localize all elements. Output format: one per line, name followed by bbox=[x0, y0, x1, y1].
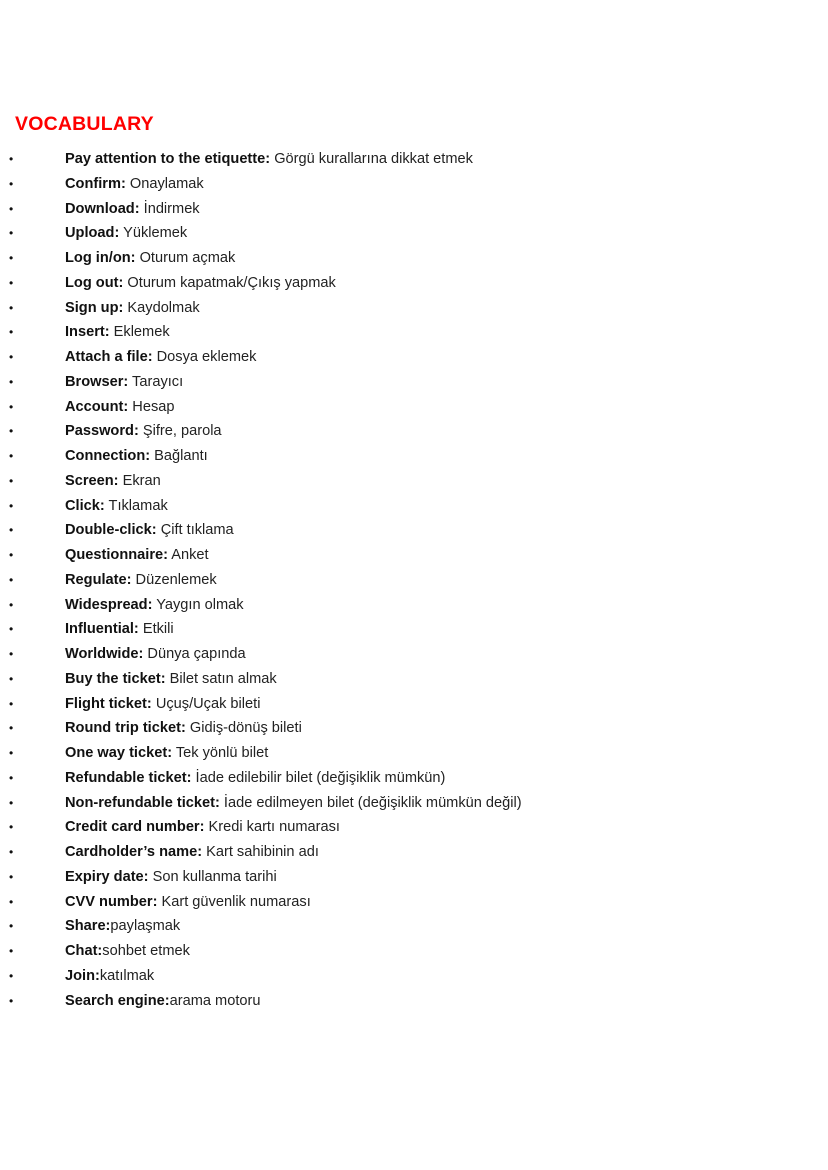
vocab-meaning: Eklemek bbox=[109, 324, 170, 341]
vocab-meaning: katılmak bbox=[99, 967, 155, 984]
vocab-entry bbox=[65, 469, 161, 494]
bullet-icon: • bbox=[9, 696, 14, 711]
vocab-meaning: Tarayıcı bbox=[128, 373, 184, 390]
bullet-icon: • bbox=[9, 993, 14, 1008]
vocab-meaning: Kredi kartı numarası bbox=[204, 819, 340, 836]
vocab-meaning: Çift tıklama bbox=[156, 522, 234, 539]
vocab-entry bbox=[65, 221, 187, 246]
bullet-icon: • bbox=[9, 919, 14, 934]
vocab-entry bbox=[65, 444, 208, 469]
bullet-icon: • bbox=[9, 449, 14, 463]
bullet-icon: • bbox=[9, 251, 14, 265]
vocab-term: One way ticket: bbox=[65, 745, 173, 761]
vocab-meaning: Düzenlemek bbox=[131, 571, 217, 588]
list-item bbox=[0, 419, 828, 444]
bullet-icon: • bbox=[9, 597, 14, 612]
vocab-term: Credit card number: bbox=[65, 819, 205, 836]
list-item bbox=[0, 667, 828, 692]
vocab-term: Log out: bbox=[65, 274, 124, 291]
bullet-icon: • bbox=[9, 721, 14, 736]
vocab-meaning: Dosya eklemek bbox=[152, 349, 257, 365]
vocab-entry bbox=[65, 271, 336, 296]
list-item bbox=[0, 791, 828, 816]
vocab-term: Confirm: bbox=[65, 175, 126, 192]
list-item bbox=[0, 320, 828, 345]
vocab-meaning: Bilet satın almak bbox=[165, 670, 277, 687]
bullet-icon: • bbox=[9, 226, 14, 241]
vocab-entry bbox=[65, 246, 235, 271]
vocab-entry bbox=[65, 815, 340, 840]
bullet-icon: • bbox=[9, 820, 14, 835]
list-item bbox=[0, 716, 828, 741]
vocab-term: Regulate: bbox=[65, 571, 132, 588]
vocab-meaning: arama motoru bbox=[169, 992, 261, 1009]
vocab-entry bbox=[65, 320, 170, 345]
bullet-icon: • bbox=[9, 201, 14, 216]
list-item bbox=[0, 221, 828, 246]
vocab-entry bbox=[65, 617, 174, 642]
list-item bbox=[0, 568, 828, 593]
vocab-term: Expiry date: bbox=[65, 868, 149, 885]
vocab-entry bbox=[65, 890, 311, 915]
vocab-entry bbox=[65, 593, 244, 618]
list-item bbox=[0, 642, 828, 667]
list-item bbox=[0, 469, 828, 494]
vocab-entry bbox=[65, 791, 522, 816]
vocab-entry bbox=[65, 766, 445, 791]
vocab-term: Insert: bbox=[65, 324, 110, 341]
vocab-term: Upload: bbox=[65, 225, 120, 242]
list-item bbox=[0, 543, 828, 568]
list-item bbox=[0, 197, 828, 222]
bullet-icon: • bbox=[9, 894, 14, 909]
vocab-meaning: Son kullanma tarihi bbox=[148, 868, 277, 885]
bullet-icon: • bbox=[9, 572, 14, 587]
bullet-icon: • bbox=[9, 845, 14, 859]
vocab-meaning: Etkili bbox=[138, 621, 174, 638]
vocab-term: Click: bbox=[65, 497, 105, 514]
vocab-term: Connection: bbox=[65, 448, 151, 464]
vocab-meaning: Oturum açmak bbox=[135, 250, 236, 266]
list-item bbox=[0, 370, 828, 395]
bullet-icon: • bbox=[9, 622, 14, 637]
vocab-entry bbox=[65, 741, 268, 766]
vocab-term: Search engine: bbox=[65, 992, 170, 1009]
vocab-meaning: Görgü kurallarına dikkat etmek bbox=[270, 151, 473, 167]
vocab-entry bbox=[65, 345, 256, 370]
bullet-icon: • bbox=[9, 523, 14, 538]
list-item bbox=[0, 890, 828, 915]
vocab-entry bbox=[65, 172, 204, 197]
vocab-meaning: Dünya çapında bbox=[143, 646, 246, 662]
bullet-icon: • bbox=[9, 424, 14, 439]
vocab-meaning: İade edilmeyen bilet (değişiklik mümkün değil) bbox=[219, 794, 522, 811]
vocab-meaning: Kaydolmak bbox=[123, 299, 200, 316]
vocab-term: Influential: bbox=[65, 621, 139, 638]
bullet-icon: • bbox=[9, 498, 14, 513]
list-item bbox=[0, 939, 828, 964]
vocab-entry bbox=[65, 370, 183, 395]
vocab-entry bbox=[65, 419, 222, 444]
list-item bbox=[0, 494, 828, 519]
vocab-meaning: Gidiş-dönüş bileti bbox=[185, 720, 302, 737]
vocab-term: Widespread: bbox=[65, 596, 153, 613]
vocab-entry bbox=[65, 692, 260, 717]
vocab-meaning: paylaşmak bbox=[110, 918, 181, 935]
list-item bbox=[0, 271, 828, 296]
list-item bbox=[0, 741, 828, 766]
vocab-term: Download: bbox=[65, 200, 140, 217]
vocab-term: Join: bbox=[65, 967, 100, 984]
bullet-icon: • bbox=[9, 647, 14, 661]
vocab-meaning: Şifre, parola bbox=[138, 423, 222, 440]
vocab-meaning: İndirmek bbox=[139, 200, 200, 217]
bullet-icon: • bbox=[9, 548, 14, 562]
vocab-meaning: Onaylamak bbox=[125, 175, 204, 192]
vocab-term: Screen: bbox=[65, 472, 119, 489]
list-item bbox=[0, 989, 828, 1014]
list-item bbox=[0, 444, 828, 469]
vocab-meaning: Yaygın olmak bbox=[152, 596, 244, 613]
vocab-entry bbox=[65, 395, 175, 420]
vocab-entry bbox=[65, 642, 246, 667]
vocab-meaning: İade edilebilir bilet (değişiklik mümkün) bbox=[191, 769, 446, 786]
list-item bbox=[0, 345, 828, 370]
vocab-meaning: Kart sahibinin adı bbox=[202, 844, 319, 860]
list-item bbox=[0, 692, 828, 717]
page-title: VOCABULARY bbox=[15, 113, 154, 135]
vocab-term: Cardholder’s name: bbox=[65, 844, 203, 860]
vocab-meaning: Oturum kapatmak/Çıkış yapmak bbox=[123, 274, 336, 291]
vocab-entry bbox=[65, 667, 277, 692]
vocab-term: Flight ticket: bbox=[65, 695, 152, 712]
bullet-icon: • bbox=[9, 473, 14, 488]
vocab-term: Questionnaire: bbox=[65, 547, 168, 563]
vocab-term: Sign up: bbox=[65, 299, 124, 316]
vocab-entry bbox=[65, 494, 168, 519]
vocab-entry bbox=[65, 939, 190, 964]
vocab-term: Worldwide: bbox=[65, 646, 144, 662]
bullet-icon: • bbox=[9, 671, 14, 686]
list-item bbox=[0, 172, 828, 197]
vocab-meaning: sohbet etmek bbox=[102, 943, 190, 959]
vocabulary-list bbox=[0, 147, 828, 1013]
bullet-icon: • bbox=[9, 374, 14, 389]
vocab-term: Non-refundable ticket: bbox=[65, 794, 220, 811]
bullet-icon: • bbox=[9, 275, 14, 290]
vocab-term: Account: bbox=[65, 398, 129, 415]
vocab-entry bbox=[65, 865, 277, 890]
bullet-icon: • bbox=[9, 746, 14, 760]
vocab-entry bbox=[65, 716, 302, 741]
vocab-term: Share: bbox=[65, 918, 111, 935]
vocab-entry bbox=[65, 840, 319, 865]
list-item bbox=[0, 964, 828, 989]
vocab-meaning: Anket bbox=[167, 547, 209, 563]
vocab-term: Refundable ticket: bbox=[65, 769, 192, 786]
list-item bbox=[0, 865, 828, 890]
vocab-term: Log in/on: bbox=[65, 250, 136, 266]
bullet-icon: • bbox=[9, 399, 14, 414]
vocab-term: Pay attention to the etiquette: bbox=[65, 151, 271, 167]
bullet-icon: • bbox=[9, 325, 14, 340]
vocab-entry bbox=[65, 197, 200, 222]
vocab-term: Chat: bbox=[65, 943, 103, 959]
bullet-icon: • bbox=[9, 869, 14, 884]
list-item bbox=[0, 840, 828, 865]
vocab-term: Round trip ticket: bbox=[65, 720, 186, 737]
vocab-entry bbox=[65, 518, 234, 543]
vocab-entry bbox=[65, 568, 217, 593]
bullet-icon: • bbox=[9, 944, 14, 958]
vocab-entry bbox=[65, 147, 473, 172]
list-item bbox=[0, 296, 828, 321]
bullet-icon: • bbox=[9, 770, 14, 785]
vocab-term: Double-click: bbox=[65, 522, 157, 539]
vocab-meaning: Ekran bbox=[118, 472, 161, 489]
vocab-meaning: Tıklamak bbox=[104, 497, 168, 514]
list-item bbox=[0, 593, 828, 618]
vocab-meaning: Uçuş/Uçak bileti bbox=[151, 695, 261, 712]
vocab-term: Password: bbox=[65, 423, 139, 440]
list-item bbox=[0, 766, 828, 791]
vocab-meaning: Tek yönlü bilet bbox=[172, 745, 269, 761]
list-item bbox=[0, 617, 828, 642]
vocab-term: Browser: bbox=[65, 373, 129, 390]
list-item bbox=[0, 518, 828, 543]
vocab-entry bbox=[65, 989, 260, 1014]
vocab-entry bbox=[65, 964, 154, 989]
list-item bbox=[0, 147, 828, 172]
vocab-term: Attach a file: bbox=[65, 349, 153, 365]
vocab-meaning: Yüklemek bbox=[119, 225, 188, 242]
vocab-meaning: Hesap bbox=[128, 398, 175, 415]
vocab-term: Buy the ticket: bbox=[65, 670, 166, 687]
bullet-icon: • bbox=[9, 152, 14, 166]
list-item bbox=[0, 246, 828, 271]
list-item bbox=[0, 914, 828, 939]
vocab-term: CVV number: bbox=[65, 893, 158, 910]
vocab-meaning: Bağlantı bbox=[150, 448, 208, 464]
vocab-entry bbox=[65, 543, 209, 568]
bullet-icon: • bbox=[9, 795, 14, 810]
vocab-entry bbox=[65, 914, 180, 939]
bullet-icon: • bbox=[9, 968, 14, 983]
list-item bbox=[0, 395, 828, 420]
bullet-icon: • bbox=[9, 176, 14, 191]
vocab-meaning: Kart güvenlik numarası bbox=[157, 893, 311, 910]
list-item bbox=[0, 815, 828, 840]
bullet-icon: • bbox=[9, 350, 14, 364]
bullet-icon: • bbox=[9, 300, 14, 315]
vocab-entry bbox=[65, 296, 200, 321]
